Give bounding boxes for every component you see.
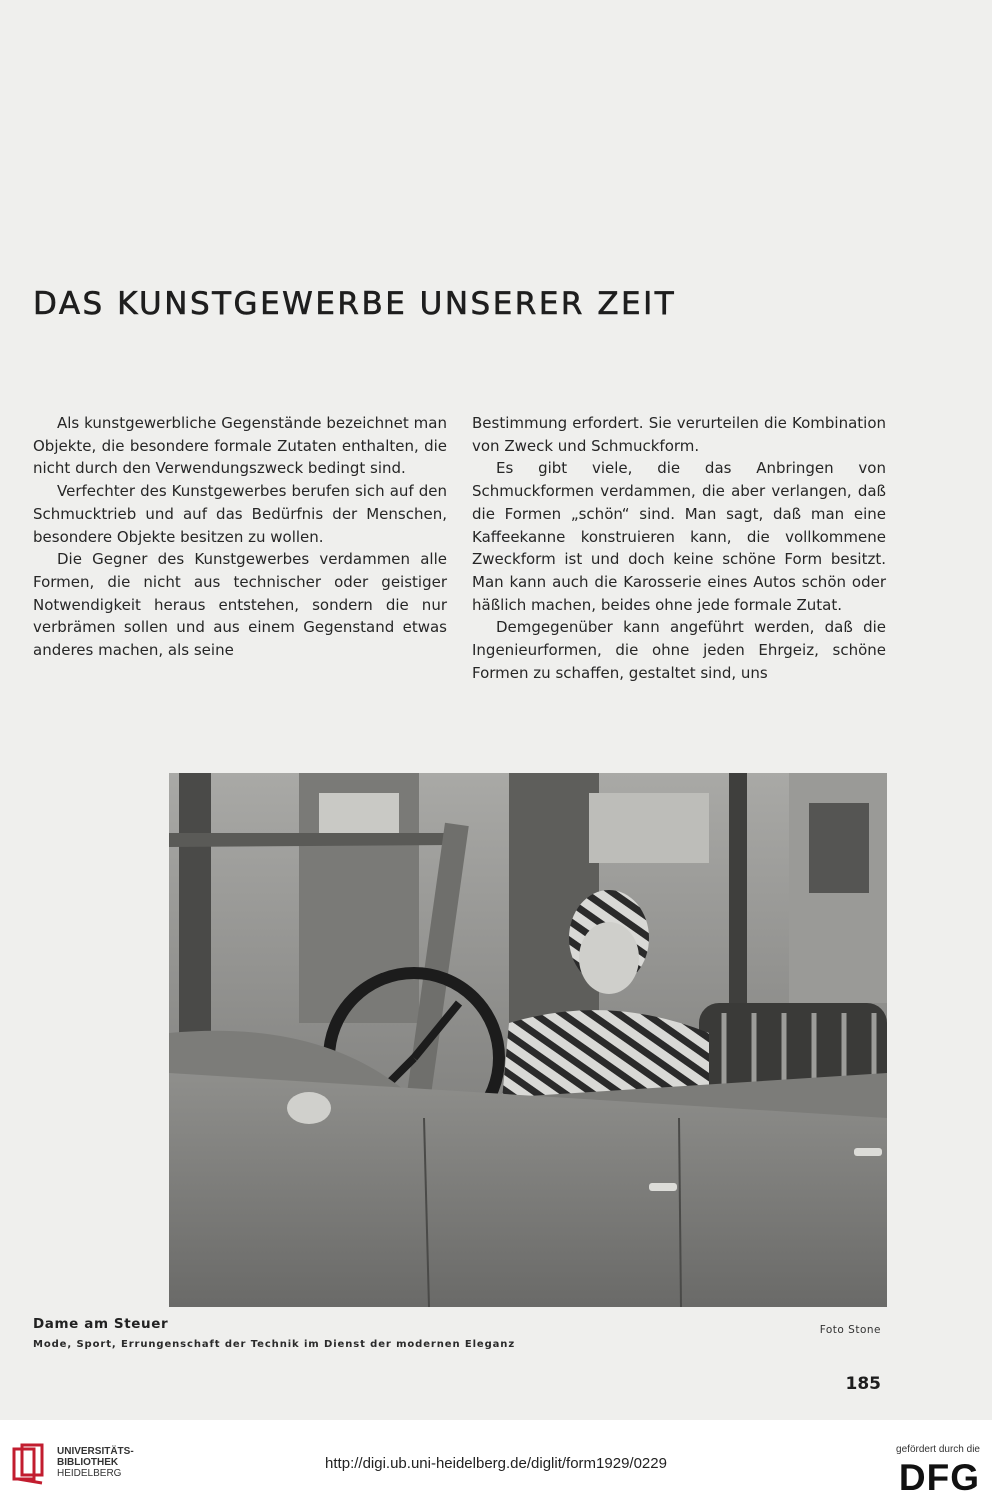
article-left-column (33, 412, 447, 662)
photo-credit: Foto Stone (819, 1324, 881, 1336)
figure-caption-title: Dame am Steuer (33, 1316, 169, 1332)
paragraph: Demgegenüber kann angeführt werden, daß die Ingenieurformen, die ohne jeden Ehrgeiz, schöne Formen zu schaffen, gestaltet sind, uns (472, 618, 886, 682)
photo-woman-driving-car (169, 773, 887, 1307)
figure-caption-subtitle: Mode, Sport, Errungenschaft der Technik im Dienst der modernen Eleganz (33, 1339, 516, 1350)
library-name-line: HEIDELBERG (57, 1468, 122, 1479)
permalink-url[interactable]: http://digi.ub.uni-heidelberg.de/diglit/form1929/0229 (325, 1455, 667, 1472)
paragraph: Die Gegner des Kunstgewerbes verdammen alle Formen, die nicht aus technischer oder geistiger Notwendigkeit heraus entstehen, sondern die nur verbrämen sollen und aus einem Gegenstand etwas anderes machen, als seine (33, 550, 447, 660)
paragraph: Verfechter des Kunstgewerbes berufen sich auf den Schmucktrieb und auf das Bedürfnis der Menschen, besondere Objekte besitzen zu wollen. (33, 482, 447, 546)
article-right-column (472, 412, 886, 684)
footer-bar (0, 1420, 992, 1508)
funding-note: gefördert durch die (896, 1444, 980, 1455)
library-name-line: BIBLIOTHEK (57, 1457, 119, 1468)
dfg-logo[interactable]: DFG (898, 1457, 980, 1498)
page-number: 185 (845, 1374, 881, 1394)
paragraph: Es gibt viele, die das Anbringen von Schmuckformen verdammen, die aber verlangen, daß die Formen „schön“ sind. Man sagt, daß man eine Kaffeekanne konstruieren kann, die vollkommene Zweckform ist und doch keine schöne Form besitzt. Man kann auch die Karosserie eines Autos schön oder häßlich machen, beides ohne jede formale Zutat. (472, 459, 886, 614)
paragraph: Als kunstgewerbliche Gegenstände bezeichnet man Objekte, die besondere formale Zutaten enthalten, die nicht durch den Verwendungszweck bedingt sind. (33, 414, 447, 478)
paragraph: Bestimmung erfordert. Sie verurteilen die Kombination von Zweck und Schmuckform. (472, 414, 886, 455)
article-title: DAS KUNSTGEWERBE UNSERER ZEIT (33, 286, 677, 322)
library-name-line: UNIVERSITÄTS- (57, 1446, 134, 1457)
